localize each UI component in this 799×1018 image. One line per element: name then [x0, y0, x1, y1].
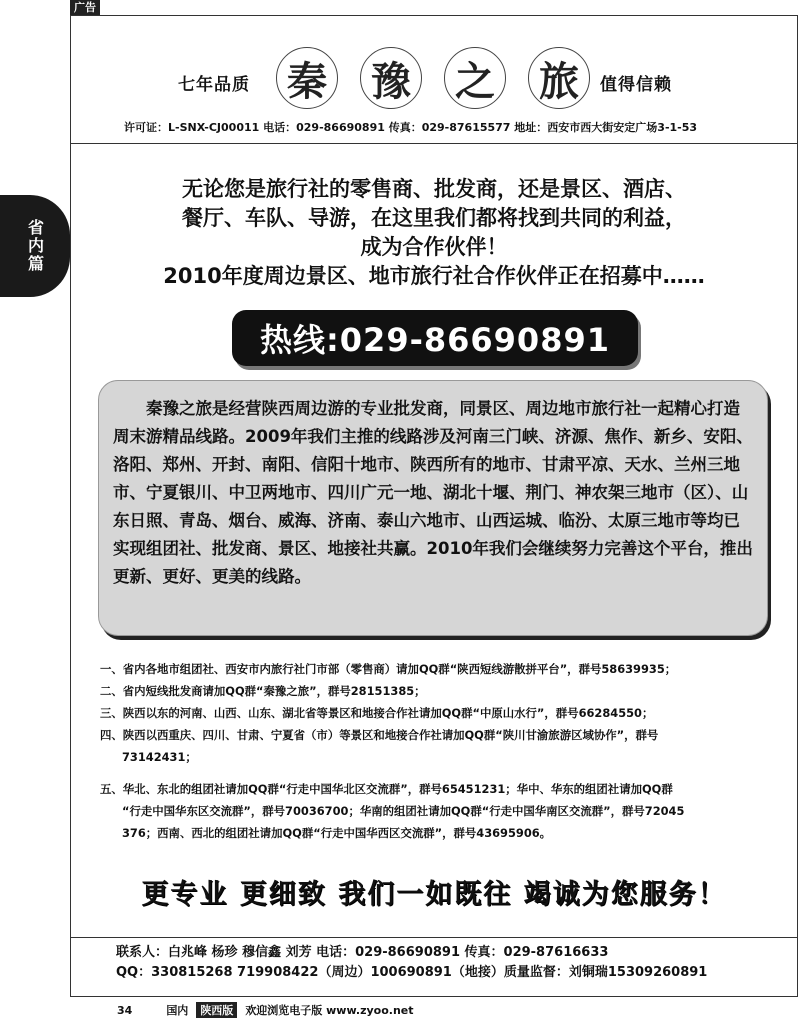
- ad-tag: 广告: [70, 0, 100, 16]
- side-tab-label: 省内篇: [25, 219, 45, 273]
- motto: 更专业 更细致 我们一如既往 竭诚为您服务！: [141, 879, 727, 910]
- group-item-3: 三、陕西以东的河南、山西、山东、湖北省等景区和地接合作社请加QQ群“中原山水行”，群号66284550；: [100, 706, 654, 720]
- headline: [70, 175, 798, 291]
- group-item-5-cont-1: “行走中国华东区交流群”，群号70036700；华南的组团社请加QQ群“行走中国华南区交流群”，群号72045: [122, 804, 685, 818]
- brand-char-2: 豫: [360, 47, 422, 109]
- hotline-text: 热线:029-86690891: [259, 321, 610, 359]
- contact-line-2: QQ：330815268 719908422（周边）100690891（地接）质量监督：刘铜瑞15309260891: [116, 965, 708, 980]
- headline-line-4: 2010年度周边景区、地市旅行社合作伙伴正在招募中……: [163, 264, 705, 288]
- brand-char-1: 秦: [276, 47, 338, 109]
- slogan-right: 值得信赖: [600, 75, 672, 95]
- group-item-4-cont: 73142431；: [122, 750, 197, 764]
- brand-char-3: 之: [444, 47, 506, 109]
- footer-badge: 陕西版: [196, 1002, 237, 1018]
- group-item-5: 五、华北、东北的组团社请加QQ群“行走中国华北区交流群”，群号65451231；华中、华东的组团社请加QQ群: [100, 782, 673, 796]
- divider: [70, 937, 798, 938]
- intro-text: 秦豫之旅是经营陕西周边游的专业批发商，同景区、周边地市旅行社一起精心打造周末游精品线路。2009年我们主推的线路涉及河南三门峡、济源、焦作、新乡、安阳、洛阳、郑州、开封、南阳、信阳十地市、陕西所有的地市、甘肃平凉、天水、兰州三地市、宁夏银川、中卫两地市、四川广元一地、湖北十堰、荆门、神农架三地市（区）、山东日照、青岛、烟台、威海、济南、泰山六地市、山西运城、临汾、太原三地市等均已实现组团社、批发商、景区、地接社共赢。2010年我们会继续努力完善这个平台，推出更新、更好、更美的线路。: [113, 399, 753, 586]
- hotline-banner: [232, 310, 638, 366]
- side-tab: [0, 195, 70, 297]
- license-line: 许可证：L-SNX-CJ00011 电话：029-86690891 传真：029-87615577 地址：西安市西大街安定广场3-1-53: [124, 121, 698, 134]
- footer: [117, 1002, 414, 1018]
- group-item-2: 二、省内短线批发商请加QQ群“秦豫之旅”，群号28151385；: [100, 684, 426, 698]
- headline-line-2: 餐厅、车队、导游，在这里我们都将找到共同的利益，: [182, 206, 686, 230]
- contact-block: [116, 943, 707, 983]
- footer-link[interactable]: 欢迎浏览电子版 www.zyoo.net: [245, 1004, 414, 1017]
- group-item-5-cont-2: 376；西南、西北的组团社请加QQ群“行走中国华西区交流群”，群号43695906。: [122, 826, 552, 840]
- slogan-left: 七年品质: [178, 75, 250, 95]
- group-item-4: 四、陕西以西重庆、四川、甘肃、宁夏省（市）等景区和地接合作社请加QQ群“陕川甘渝旅游区域协作”，群号: [100, 728, 659, 742]
- brand-char-4: 旅: [528, 47, 590, 109]
- contact-line-1: 联系人：白兆峰 杨珍 穆信鑫 刘芳 电话：029-86690891 传真：029-87616633: [116, 945, 609, 960]
- intro-box: [98, 380, 768, 636]
- page-number: 34: [117, 1003, 133, 1017]
- headline-line-3: 成为合作伙伴！: [360, 235, 508, 259]
- headline-line-1: 无论您是旅行社的零售商、批发商，还是景区、酒店、: [182, 177, 686, 201]
- header: [70, 15, 798, 144]
- group-item-1: 一、省内各地市组团社、西安市内旅行社门市部（零售商）请加QQ群“陕西短线游散拼平台”，群号58639935；: [100, 662, 677, 676]
- qq-group-list: [100, 658, 780, 844]
- footer-section: 国内: [166, 1004, 189, 1017]
